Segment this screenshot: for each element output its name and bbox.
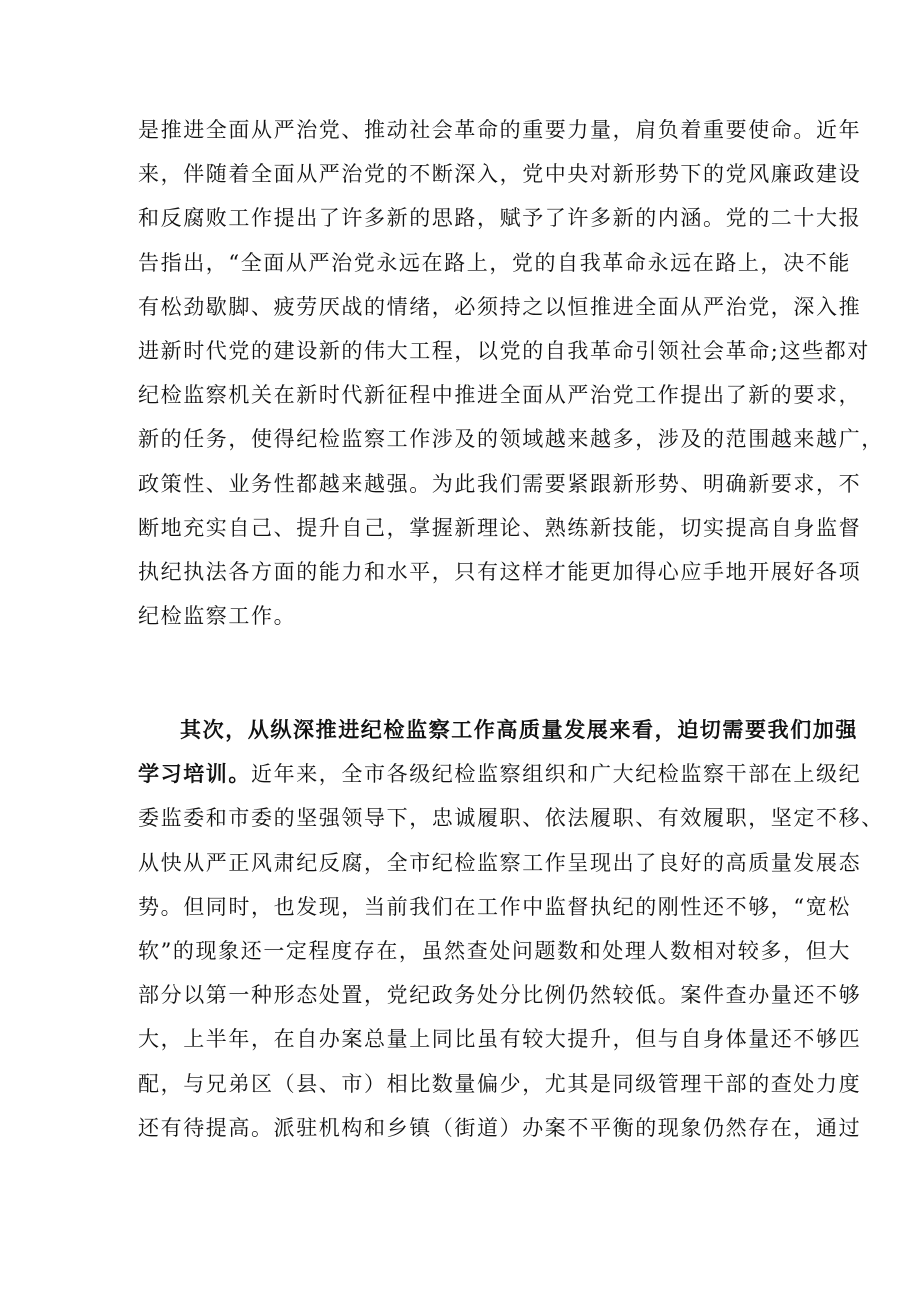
paragraph-1-line: 政策性、业务性都越来越强。为此我们需要紧跟新形势、明确新要求，不 [138,471,862,496]
paragraph-1-line: 来，伴随着全面从严治党的不断深入，党中央对新形势下的党风廉政建设 [138,162,862,187]
paragraph-1-line: 新的任务，使得纪检监察工作涉及的领域越来越多，涉及的范围越来越广， [138,427,884,452]
paragraph-2-heading: 其次，从纵深推进纪检监察工作高质量发展来看，迫切需要我们加强 [180,717,858,742]
paragraph-2-line: 软”的现象还一定程度存在，虽然查处问题数和处理人数相对较多，但大 [138,938,851,963]
paragraph-1-line: 进新时代党的建设新的伟大工程，以党的自我革命引领社会革命;这些都对 [138,338,870,363]
paragraph-2-line [138,752,862,796]
paragraph-1-line: 纪检监察工作。 [138,604,297,629]
paragraph-2-line: 从快从严正风肃纪反腐，全市纪检监察工作呈现出了良好的高质量发展态 [138,850,862,875]
paragraph-2 [138,708,884,1150]
paragraph-1 [138,108,884,638]
paragraph-2-line: 大，上半年，在自办案总量上同比虽有较大提升，但与自身体量还不够匹 [138,1027,862,1052]
paragraph-2-line: 配，与兄弟区（县、市）相比数量偏少，尤其是同级管理干部的查处力度 [138,1071,862,1096]
paragraph-1-line: 断地充实自己、提升自己，掌握新理论、熟练新技能，切实提高自身监督 [138,515,862,540]
paragraph-1-line: 有松劲歇脚、疲劳厌战的情绪，必须持之以恒推进全面从严治党，深入推 [138,294,862,319]
paragraph-1-line: 执纪执法各方面的能力和水平，只有这样才能更加得心应手地开展好各项 [138,559,862,584]
paragraph-2-line: 势。但同时，也发现，当前我们在工作中监督执纪的刚性还不够，“宽松 [138,894,851,919]
paragraph-2-line: 部分以第一种形态处置，党纪政务处分比例仍然较低。案件查办量还不够 [138,983,862,1008]
paragraph-1-line: 是推进全面从严治党、推动社会革命的重要力量，肩负着重要使命。近年 [138,118,862,142]
paragraph-2-line: 委监委和市委的坚强领导下，忠诚履职、依法履职、有效履职，坚定不移、 [138,806,884,831]
paragraph-2-heading-end: 学习培训。 [138,761,251,787]
paragraph-1-line: 和反腐败工作提出了许多新的思路，赋予了许多新的内涵。党的二十大报 [138,206,862,231]
paragraph-1-line: 纪检监察机关在新时代新征程中推进全面从严治党工作提出了新的要求， [138,383,862,408]
paragraph-2-line: 还有待提高。派驻机构和乡镇（街道）办案不平衡的现象仍然存在，通过 [138,1115,862,1140]
paragraph-2-line-text: 近年来，全市各级纪检监察组织和广大纪检监察干部在上级纪 [251,762,862,787]
paragraph-1-line: 告指出，“全面从严治党永远在路上，党的自我革命永远在路上，决不能 [138,250,851,275]
